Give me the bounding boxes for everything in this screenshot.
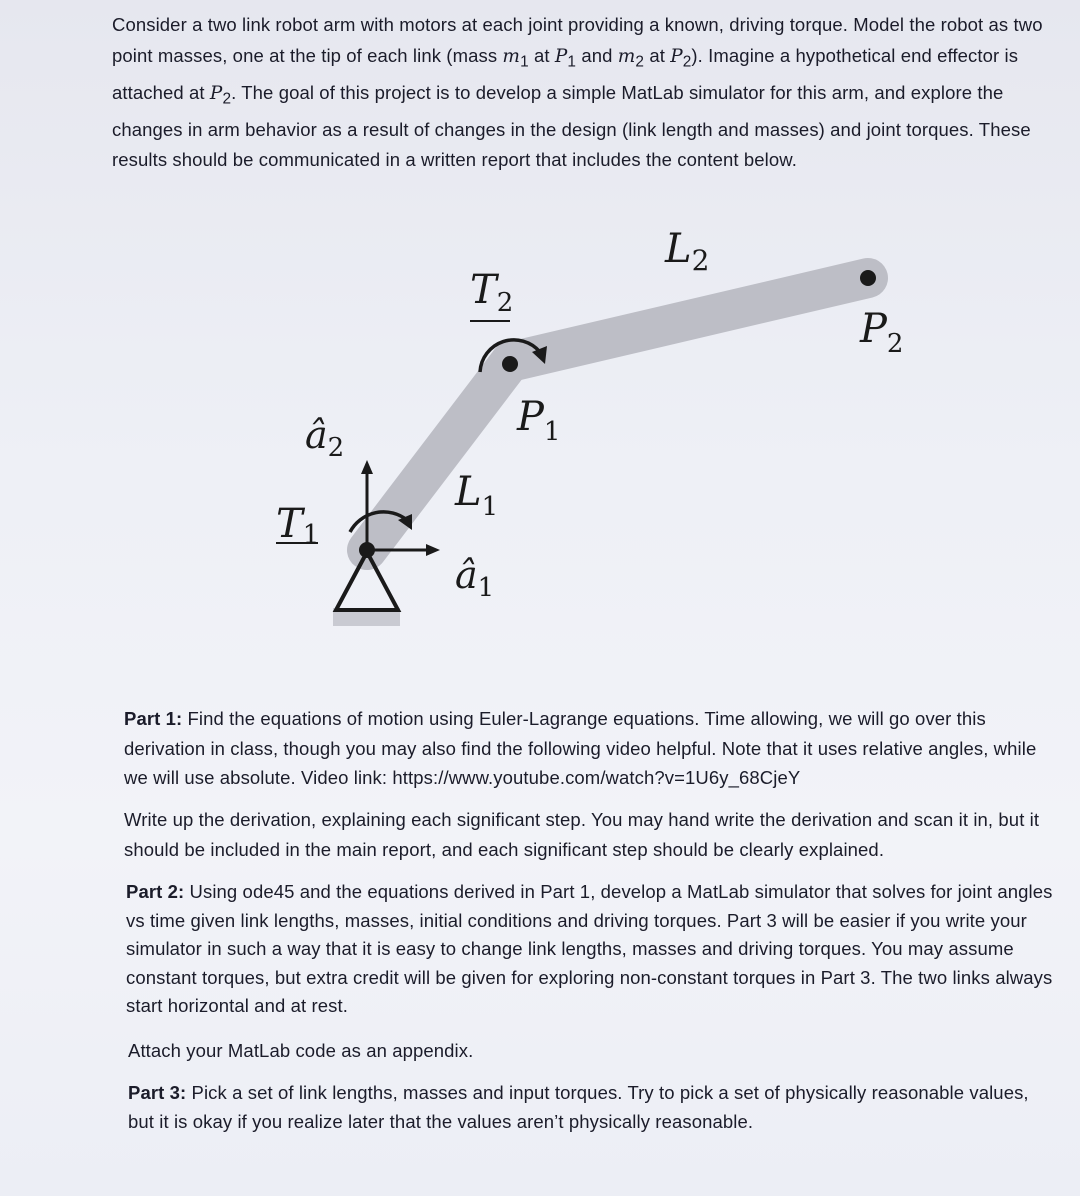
- label-l2: $L_2$: [665, 226, 710, 277]
- mass-m2: m: [617, 45, 636, 67]
- link-2: [510, 278, 868, 362]
- point-p2-subscript: 2: [682, 53, 692, 71]
- point-p1-subscript: 1: [567, 53, 577, 71]
- label-t1: T1: [276, 501, 320, 550]
- part2-body: Using ode45 and the equations derived in Part 1, develop a MatLab simulator that solves for joint angles vs time given link lengths, masses, initial conditions and driving torques. Part 3 will be easier if you write your simulator in such a way that it is easy to change link lengths, masses and driving torques. You may assume constant torques, but extra credit will be given for exploring non-constant torques in Part 3. The two links always start horizontal and at rest.: [126, 881, 1053, 1016]
- part3-paragraph: [128, 1079, 1058, 1136]
- writeup-text: Write up the derivation, explaining each significant step. You may hand write the derivation and scan it in, but it should be included in the main report, and each significant step should be clearly explained.: [124, 809, 1040, 860]
- label-l1: $L_1$: [455, 469, 499, 522]
- point-p2-subscript: 2: [222, 90, 232, 108]
- point-p1: P: [554, 45, 568, 67]
- part2-paragraph: [126, 878, 1056, 1021]
- intro-text: and: [576, 44, 618, 66]
- part3-heading: Part 3:: [128, 1082, 187, 1103]
- intro-text: at: [644, 44, 671, 66]
- intro-text: ). Imagine a hypothetical end effector is attached at: [112, 44, 1019, 103]
- joint-p1: [502, 356, 518, 372]
- intro-text: at: [528, 44, 555, 66]
- intro-text: . The goal of this project is to develop a simple MatLab simulator for this arm, and explore the changes in arm behavior as a result of changes in the design (link length and masses) and joint torques. These results should be communicated in a written report that includes the content below.: [112, 81, 1031, 171]
- part1-heading: Part 1:: [124, 708, 183, 729]
- axis-a2-arrowhead: [361, 460, 373, 474]
- end-effector-p2: [860, 270, 876, 286]
- mass-m1-subscript: 1: [520, 53, 529, 71]
- part1-paragraph: [124, 704, 1054, 793]
- axis-a1-arrowhead: [426, 544, 440, 556]
- intro-text: Consider a two link robot arm with motors at each joint providing a known, driving torque. Model the robot as two point masses, one at the tip of each link (mass: [112, 14, 1043, 66]
- part2-heading: Part 2:: [126, 881, 185, 902]
- mass-m2-subscript: 2: [635, 53, 645, 71]
- mass-m1: m: [502, 45, 521, 67]
- writeup-paragraph: [124, 805, 1054, 864]
- part1-body: Find the equations of motion using Euler-Lagrange equations. Time allowing, we will go over this derivation in class, though you may also find the following video helpful. Note that it uses relative angles, while we will use absolute. Video link: https://www.youtube.com/watch?v=1U6y_68CjeY: [124, 708, 1037, 788]
- attach-text: Attach your MatLab code as an appendix.: [128, 1040, 474, 1061]
- label-p1: $P_1$: [517, 394, 561, 447]
- point-p2: P: [209, 82, 223, 104]
- attach-paragraph: [128, 1036, 1058, 1067]
- label-p2: $P_2$: [860, 306, 904, 359]
- part3-body: Pick a set of link lengths, masses and input torques. Try to pick a set of physically reasonable values, but it is okay if you realize later that the values aren’t physically reasonable.: [128, 1082, 1029, 1132]
- label-t2: $T_2$: [470, 267, 514, 318]
- label-a1: $â_1$: [455, 553, 495, 603]
- point-p2: P: [670, 45, 683, 67]
- label-a2: $â_2$: [305, 413, 345, 463]
